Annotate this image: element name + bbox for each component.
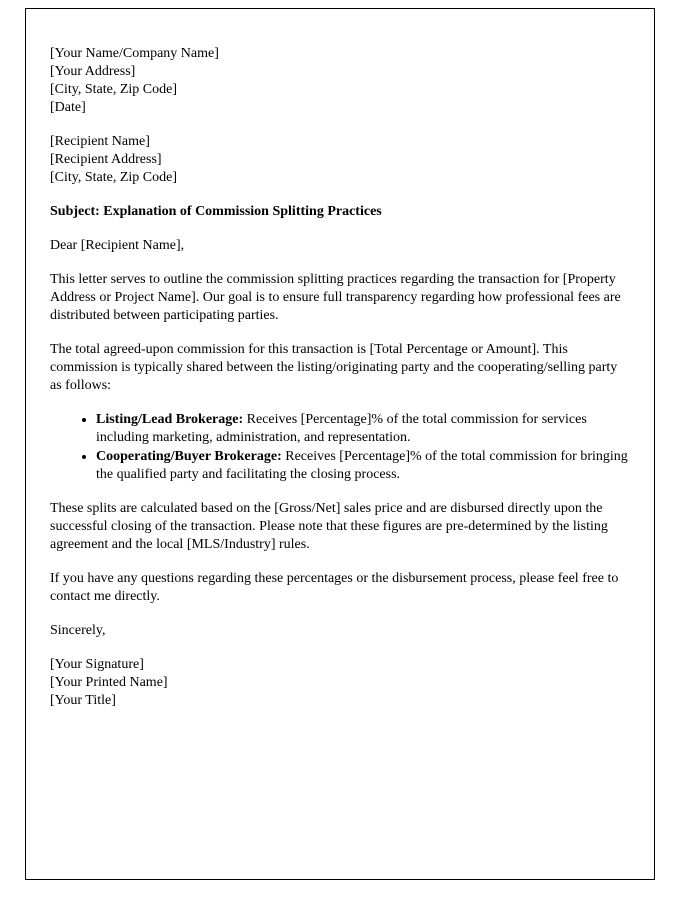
bullet-listing-brokerage — [96, 411, 630, 447]
subject-line: Subject: Explanation of Commission Splitting Practices — [50, 204, 382, 219]
paragraph-questions: If you have any questions regarding these percentages or the disbursement process, please feel free to contact me directly. — [50, 571, 619, 604]
printed-name-line: [Your Printed Name] — [50, 675, 168, 690]
salutation: Dear [Recipient Name], — [50, 238, 185, 253]
signature-block — [50, 656, 630, 710]
paragraph-splits: These splits are calculated based on the [Gross/Net] sales price and are disbursed directly upon the successful closing of the transaction. Please note that these figures are pre-determined by the listing agreement and the local [MLS/Industry] rules. — [50, 501, 608, 552]
bullet-cooperating-brokerage-label: Cooperating/Buyer Brokerage: — [96, 449, 282, 464]
letter-body — [50, 45, 630, 710]
sender-date-line: [Date] — [50, 100, 86, 115]
title-line: [Your Title] — [50, 693, 116, 708]
brokerage-bullet-list — [50, 411, 630, 484]
recipient-address-line: [Recipient Address] — [50, 152, 162, 167]
sender-address-line: [Your Address] — [50, 64, 136, 79]
bullet-cooperating-brokerage-text: Receives [Percentage]% of the total commission for bringing the qualified party and facilitating the closing process. — [96, 449, 628, 482]
paragraph-intro: This letter serves to outline the commission splitting practices regarding the transaction for [Property Address or Project Name]. Our goal is to ensure full transparency regarding how professional fees are distributed between participating parties. — [50, 272, 621, 323]
sender-block — [50, 45, 630, 117]
sender-name-line: [Your Name/Company Name] — [50, 46, 219, 61]
paragraph-commission: The total agreed-upon commission for this transaction is [Total Percentage or Amount]. This commission is typically shared between the listing/originating party and the cooperating/selling party as follows: — [50, 342, 618, 393]
bullet-cooperating-brokerage — [96, 448, 630, 484]
letter-border-frame — [25, 8, 655, 880]
bullet-listing-brokerage-label: Listing/Lead Brokerage: — [96, 412, 244, 427]
bullet-listing-brokerage-text: Receives [Percentage]% of the total commission for services including marketing, administration, and representation. — [96, 412, 587, 445]
recipient-name-line: [Recipient Name] — [50, 134, 150, 149]
sender-city-line: [City, State, Zip Code] — [50, 82, 178, 97]
closing: Sincerely, — [50, 623, 106, 638]
recipient-block — [50, 133, 630, 187]
signature-line: [Your Signature] — [50, 657, 144, 672]
recipient-city-line: [City, State, Zip Code] — [50, 170, 178, 185]
